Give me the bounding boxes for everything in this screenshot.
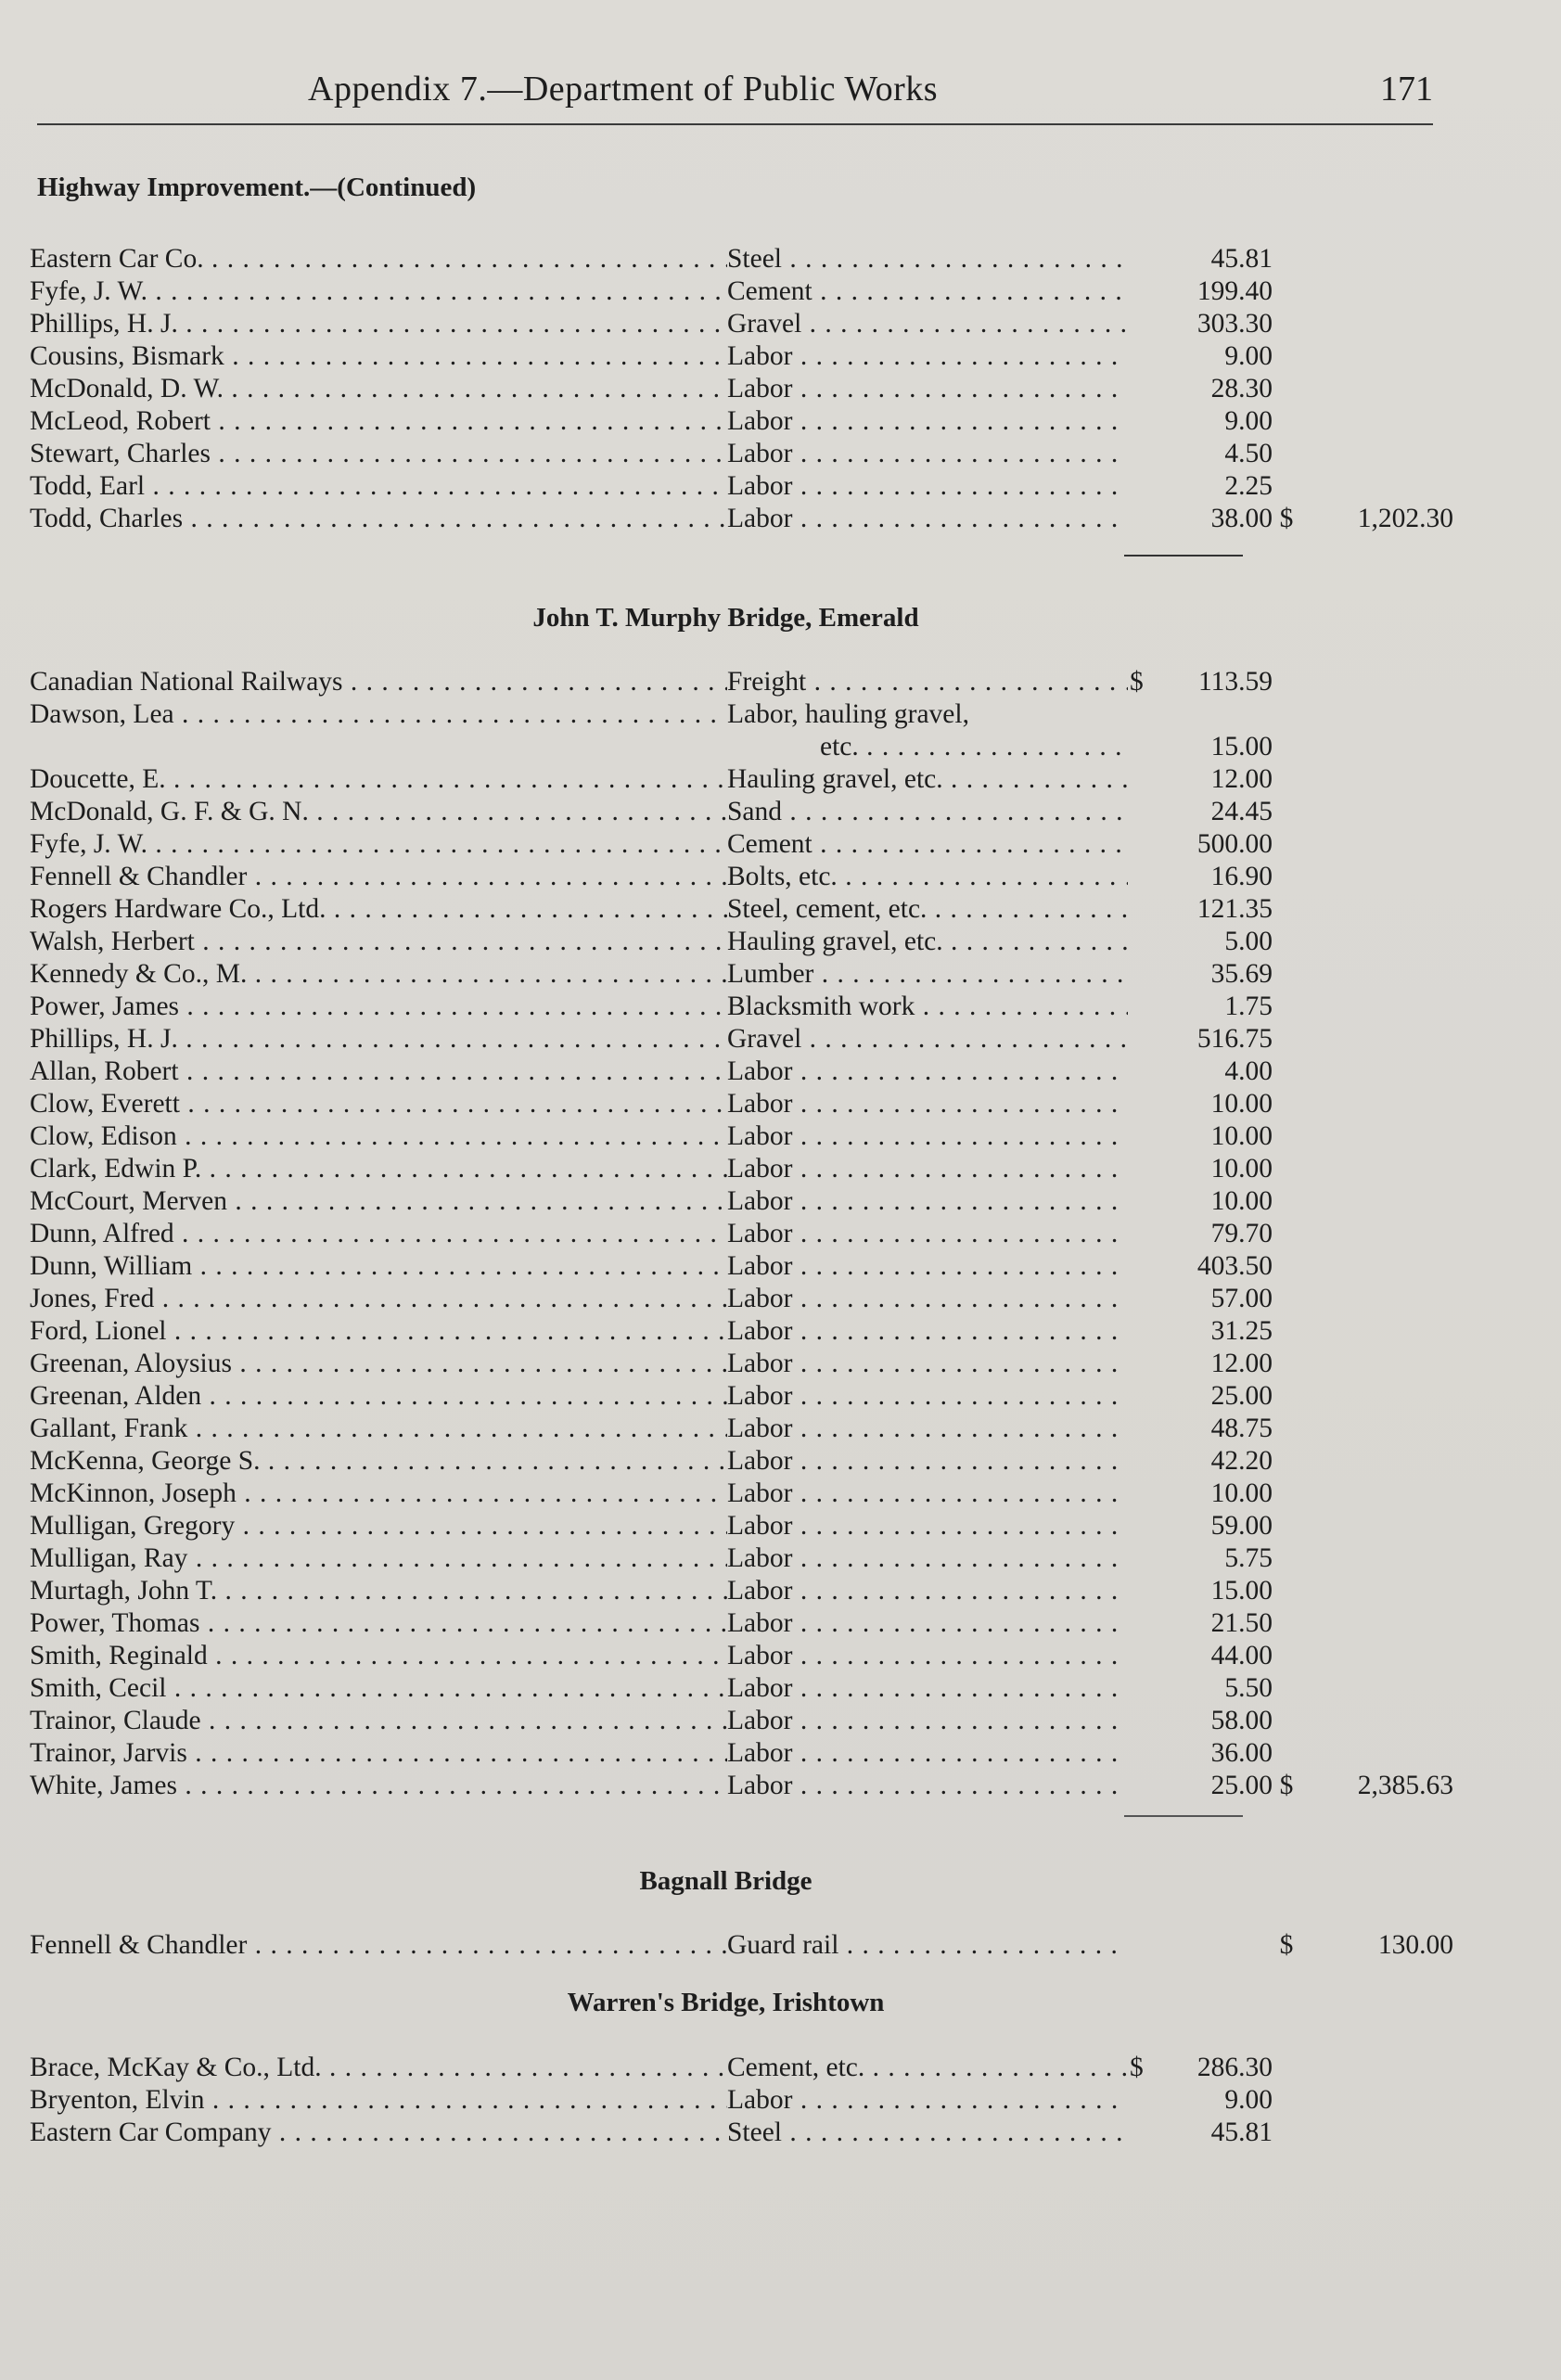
item-description bbox=[727, 698, 1128, 763]
table-row bbox=[30, 1478, 1439, 1510]
payee-name: Smith, Cecil . . . bbox=[30, 1672, 727, 1705]
amount-value: 45.81 bbox=[1210, 2118, 1273, 2147]
amount-value: 44.00 bbox=[1210, 1641, 1273, 1670]
item-description: Hauling gravel, etc. . . . bbox=[727, 926, 1128, 958]
item-description: Labor . . . bbox=[727, 470, 1128, 503]
subtotal-rule bbox=[1124, 1815, 1243, 1817]
item-description: Labor . . . bbox=[727, 1315, 1128, 1348]
item-description: Sand . . . bbox=[727, 796, 1128, 828]
payee-name: Power, James . . . bbox=[30, 991, 727, 1023]
section-total: 2,385.63 bbox=[1357, 1771, 1453, 1800]
payee-name: Smith, Reginald . . . bbox=[30, 1640, 727, 1672]
payee-name: Dunn, William . . . bbox=[30, 1250, 727, 1283]
amount-value: 57.00 bbox=[1210, 1284, 1273, 1313]
page-header bbox=[37, 65, 1433, 121]
item-description: Labor . . . bbox=[727, 1542, 1128, 1575]
section-total: 130.00 bbox=[1377, 1930, 1453, 1960]
table-row bbox=[30, 666, 1439, 698]
payee-name: White, James . . . bbox=[30, 1770, 727, 1802]
section-title-warren: Warren's Bridge, Irishtown bbox=[567, 1988, 885, 2017]
table-row bbox=[30, 1218, 1439, 1250]
payee-name: Ford, Lionel . . . bbox=[30, 1315, 727, 1348]
amount-value: 38.00 bbox=[1210, 504, 1273, 533]
table-row bbox=[30, 373, 1439, 405]
amount-value: 303.30 bbox=[1196, 309, 1273, 339]
section-total: 1,202.30 bbox=[1357, 504, 1453, 533]
table-row bbox=[30, 1737, 1439, 1770]
table-row bbox=[30, 1250, 1439, 1283]
amount-value: 5.50 bbox=[1224, 1673, 1273, 1703]
amount-value: 79.70 bbox=[1210, 1219, 1273, 1248]
payee-name: Cousins, Bismark . . . bbox=[30, 340, 727, 373]
payee-name: Trainor, Claude . . . bbox=[30, 1705, 727, 1737]
amount-value: 9.00 bbox=[1224, 341, 1273, 371]
payee-name: Jones, Fred . . . bbox=[30, 1283, 727, 1315]
item-description: Labor . . . bbox=[727, 1250, 1128, 1283]
payee-name: Fyfe, J. W. . . . bbox=[30, 275, 727, 308]
payee-name: Fyfe, J. W. . . . bbox=[30, 828, 727, 861]
payee-name: Trainor, Jarvis . . . bbox=[30, 1737, 727, 1770]
amount-value: 28.30 bbox=[1210, 374, 1273, 403]
table-row bbox=[30, 1510, 1439, 1542]
item-description: Labor . . . bbox=[727, 1380, 1128, 1413]
amount-value: 1.75 bbox=[1224, 992, 1273, 1021]
section-title-bagnall: Bagnall Bridge bbox=[639, 1866, 812, 1896]
table-row bbox=[30, 1640, 1439, 1672]
payee-name: Brace, McKay & Co., Ltd. . . . bbox=[30, 2052, 727, 2084]
payee-name: Dawson, Lea . . . bbox=[30, 698, 727, 731]
payee-name: McCourt, Merven . . . bbox=[30, 1185, 727, 1218]
warren-bridge-table bbox=[30, 2052, 1439, 2149]
item-description-line1: Labor, hauling gravel, bbox=[727, 699, 969, 729]
murphy-bridge-table bbox=[30, 666, 1453, 1802]
amount-value: 25.00 bbox=[1210, 1381, 1273, 1411]
table-row bbox=[30, 1315, 1439, 1348]
table-row bbox=[30, 1153, 1439, 1185]
table-row bbox=[30, 1056, 1439, 1088]
table-row bbox=[30, 796, 1439, 828]
payee-name: Gallant, Frank . . . bbox=[30, 1413, 727, 1445]
table-row bbox=[30, 1413, 1439, 1445]
header-divider bbox=[37, 123, 1433, 125]
continued-heading: Highway Improvement.—(Continued) bbox=[37, 173, 477, 202]
table-row bbox=[30, 2052, 1439, 2084]
item-description: Cement . . . bbox=[727, 275, 1128, 308]
amount-value: 16.90 bbox=[1210, 862, 1273, 891]
payee-name: McKinnon, Joseph . . . bbox=[30, 1478, 727, 1510]
item-description: Labor . . . bbox=[727, 1120, 1128, 1153]
amount-value: 2.25 bbox=[1224, 471, 1273, 501]
amount-value: 500.00 bbox=[1196, 829, 1273, 859]
table-row bbox=[30, 1185, 1439, 1218]
item-description: Labor . . . bbox=[727, 2084, 1128, 2117]
item-description: Lumber . . . bbox=[727, 958, 1128, 991]
amount-value: 516.75 bbox=[1196, 1024, 1273, 1054]
item-description: Labor . . . bbox=[727, 1445, 1128, 1478]
page-title: Appendix 7.—Department of Public Works bbox=[308, 70, 939, 109]
table-row bbox=[30, 1380, 1439, 1413]
amount-value: 10.00 bbox=[1210, 1186, 1273, 1216]
payee-name: Greenan, Alden . . . bbox=[30, 1380, 727, 1413]
item-description: Bolts, etc. . . . bbox=[727, 861, 1128, 893]
table-row bbox=[30, 1705, 1439, 1737]
item-description: Labor . . . bbox=[727, 1056, 1128, 1088]
payee-name: McDonald, G. F. & G. N. . . . bbox=[30, 796, 727, 828]
item-description-line2: etc. . . . bbox=[727, 731, 1128, 763]
payee-name: Dunn, Alfred . . . bbox=[30, 1218, 727, 1250]
payee-name: Kennedy & Co., M. . . . bbox=[30, 958, 727, 991]
payee-name: Eastern Car Company . . . bbox=[30, 2117, 727, 2149]
payee-name: Stewart, Charles . . . bbox=[30, 438, 727, 470]
amount-value: 12.00 bbox=[1210, 1349, 1273, 1378]
amount-value: 25.00 bbox=[1210, 1771, 1273, 1800]
item-description: Labor . . . bbox=[727, 340, 1128, 373]
item-description: Freight . . . bbox=[727, 666, 1128, 698]
table-row bbox=[30, 1929, 1453, 1962]
table-row bbox=[30, 698, 1439, 763]
payee-name: Greenan, Aloysius . . . bbox=[30, 1348, 727, 1380]
amount-value: 31.25 bbox=[1210, 1316, 1273, 1346]
table-row bbox=[30, 991, 1439, 1023]
item-description: Steel . . . bbox=[727, 243, 1128, 275]
table-row bbox=[30, 503, 1453, 535]
item-description: Labor . . . bbox=[727, 503, 1128, 535]
item-description: Labor . . . bbox=[727, 1283, 1128, 1315]
payee-name: McLeod, Robert . . . bbox=[30, 405, 727, 438]
table-row bbox=[30, 828, 1439, 861]
item-description: Labor . . . bbox=[727, 1153, 1128, 1185]
table-row bbox=[30, 1672, 1439, 1705]
table-row bbox=[30, 340, 1439, 373]
payee-name: Rogers Hardware Co., Ltd. . . . bbox=[30, 893, 727, 926]
item-description: Labor . . . bbox=[727, 1607, 1128, 1640]
amount-value: 10.00 bbox=[1210, 1121, 1273, 1151]
amount-value: 5.75 bbox=[1224, 1543, 1273, 1573]
amount-value: 24.45 bbox=[1210, 797, 1273, 826]
amount-value: 10.00 bbox=[1210, 1154, 1273, 1184]
table-row bbox=[30, 243, 1439, 275]
amount-value: 36.00 bbox=[1210, 1738, 1273, 1768]
section-title-murphy: John T. Murphy Bridge, Emerald bbox=[532, 603, 919, 633]
item-description: Labor . . . bbox=[727, 1413, 1128, 1445]
amount-value: 4.00 bbox=[1224, 1056, 1273, 1086]
table-row bbox=[30, 926, 1439, 958]
payee-name: McKenna, George S. . . . bbox=[30, 1445, 727, 1478]
payee-name: McDonald, D. W. . . . bbox=[30, 373, 727, 405]
table-row bbox=[30, 763, 1439, 796]
bagnall-bridge-table bbox=[30, 1929, 1453, 1962]
amount-value: 5.00 bbox=[1224, 927, 1273, 956]
payee-name: Todd, Earl . . . bbox=[30, 470, 727, 503]
amount-value: 9.00 bbox=[1224, 406, 1273, 436]
item-description: Labor . . . bbox=[727, 405, 1128, 438]
table-row bbox=[30, 405, 1439, 438]
amount-value: 48.75 bbox=[1210, 1414, 1273, 1443]
table-row bbox=[30, 1542, 1439, 1575]
amount-value: 286.30 bbox=[1196, 2053, 1273, 2082]
payee-name: Todd, Charles . . . bbox=[30, 503, 727, 535]
amount-value: 10.00 bbox=[1210, 1478, 1273, 1508]
amount-value: 4.50 bbox=[1224, 439, 1273, 468]
item-description: Steel . . . bbox=[727, 2117, 1128, 2149]
payee-name: Canadian National Railways . . . bbox=[30, 666, 727, 698]
table-row bbox=[30, 308, 1439, 340]
payee-name: Doucette, E. . . . bbox=[30, 763, 727, 796]
payee-name: Mulligan, Ray . . . bbox=[30, 1542, 727, 1575]
table-row bbox=[30, 438, 1439, 470]
item-description: Labor . . . bbox=[727, 1640, 1128, 1672]
payee-name: Clow, Edison . . . bbox=[30, 1120, 727, 1153]
item-description: Labor . . . bbox=[727, 1575, 1128, 1607]
item-description: Gravel . . . bbox=[727, 308, 1128, 340]
amount-value: 21.50 bbox=[1210, 1608, 1273, 1638]
table-row bbox=[30, 1120, 1439, 1153]
payee-name: Bryenton, Elvin . . . bbox=[30, 2084, 727, 2117]
payee-name: Eastern Car Co. . . . bbox=[30, 243, 727, 275]
table-row bbox=[30, 1445, 1439, 1478]
dollar-sign: $ bbox=[1130, 667, 1144, 697]
subtotal-rule bbox=[1124, 555, 1243, 557]
payee-name: Fennell & Chandler . . . bbox=[30, 1929, 727, 1962]
total-dollar-sign: $ bbox=[1279, 1930, 1294, 1960]
item-description: Labor . . . bbox=[727, 1218, 1128, 1250]
amount-value: 15.00 bbox=[1210, 1576, 1273, 1606]
table-row bbox=[30, 2084, 1439, 2117]
item-description: Labor . . . bbox=[727, 1348, 1128, 1380]
amount-value: 15.00 bbox=[1210, 732, 1273, 761]
table-row bbox=[30, 1023, 1439, 1056]
item-description: Hauling gravel, etc. . . . bbox=[727, 763, 1128, 796]
amount-value: 121.35 bbox=[1196, 894, 1273, 924]
payee-name: Phillips, H. J. . . . bbox=[30, 1023, 727, 1056]
item-description: Labor . . . bbox=[727, 438, 1128, 470]
table-row bbox=[30, 1348, 1439, 1380]
payee-name: Murtagh, John T. . . . bbox=[30, 1575, 727, 1607]
table-row bbox=[30, 275, 1439, 308]
total-dollar-sign: $ bbox=[1279, 1771, 1294, 1800]
amount-value: 199.40 bbox=[1196, 276, 1273, 306]
item-description: Labor . . . bbox=[727, 1088, 1128, 1120]
table-row bbox=[30, 1575, 1439, 1607]
payee-name: Clark, Edwin P. . . . bbox=[30, 1153, 727, 1185]
table-row bbox=[30, 958, 1439, 991]
amount-value: 58.00 bbox=[1210, 1706, 1273, 1735]
item-description: Gravel . . . bbox=[727, 1023, 1128, 1056]
amount-value: 42.20 bbox=[1210, 1446, 1273, 1476]
item-description: Cement . . . bbox=[727, 828, 1128, 861]
amount-value: 59.00 bbox=[1210, 1511, 1273, 1541]
item-description: Labor . . . bbox=[727, 1737, 1128, 1770]
page-number: 171 bbox=[1380, 70, 1433, 109]
payee-name: Phillips, H. J. . . . bbox=[30, 308, 727, 340]
amount-value: 12.00 bbox=[1210, 764, 1273, 794]
item-description: Steel, cement, etc. . . . bbox=[727, 893, 1128, 926]
dollar-sign: $ bbox=[1130, 2053, 1144, 2082]
item-description: Labor . . . bbox=[727, 1510, 1128, 1542]
table-row bbox=[30, 1770, 1453, 1802]
item-description: Labor . . . bbox=[727, 1478, 1128, 1510]
table-row bbox=[30, 2117, 1439, 2149]
payee-name: Walsh, Herbert . . . bbox=[30, 926, 727, 958]
item-description: Labor . . . bbox=[727, 1705, 1128, 1737]
amount-value: 45.81 bbox=[1210, 244, 1273, 274]
payee-name: Allan, Robert . . . bbox=[30, 1056, 727, 1088]
amount-value: 403.50 bbox=[1196, 1251, 1273, 1281]
item-description: Cement, etc. . . . bbox=[727, 2052, 1128, 2084]
amount-value: 9.00 bbox=[1224, 2085, 1273, 2115]
payee-name: Clow, Everett . . . bbox=[30, 1088, 727, 1120]
highway-improvement-table bbox=[30, 243, 1453, 535]
amount-value: 113.59 bbox=[1197, 667, 1273, 697]
item-description: Labor . . . bbox=[727, 373, 1128, 405]
payee-name: Fennell & Chandler . . . bbox=[30, 861, 727, 893]
amount-value: 10.00 bbox=[1210, 1089, 1273, 1119]
item-description: Labor . . . bbox=[727, 1185, 1128, 1218]
table-row bbox=[30, 1088, 1439, 1120]
item-description: Labor . . . bbox=[727, 1770, 1128, 1802]
table-row bbox=[30, 893, 1439, 926]
table-row bbox=[30, 470, 1439, 503]
table-row bbox=[30, 1607, 1439, 1640]
payee-name: Power, Thomas . . . bbox=[30, 1607, 727, 1640]
amount-value: 35.69 bbox=[1210, 959, 1273, 989]
item-description: Labor . . . bbox=[727, 1672, 1128, 1705]
table-row bbox=[30, 1283, 1439, 1315]
total-dollar-sign: $ bbox=[1279, 504, 1294, 533]
table-row bbox=[30, 861, 1439, 893]
payee-name: Mulligan, Gregory . . . bbox=[30, 1510, 727, 1542]
item-description: Guard rail . . . bbox=[727, 1929, 1128, 1962]
item-description: Blacksmith work . . . bbox=[727, 991, 1128, 1023]
